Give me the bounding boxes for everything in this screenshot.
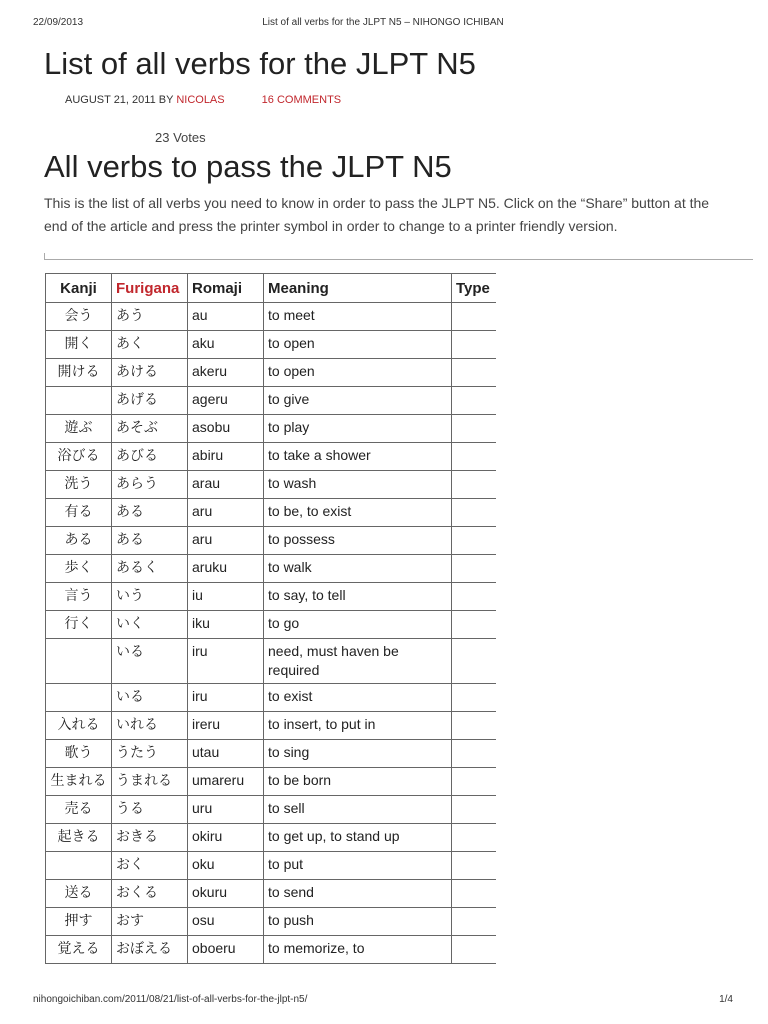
cell-romaji: aru xyxy=(188,527,264,555)
cell-kanji xyxy=(46,852,112,880)
cell-meaning: to send xyxy=(264,880,452,908)
cell-kanji xyxy=(46,684,112,712)
cell-kanji: 浴びる xyxy=(46,443,112,471)
cell-romaji: aru xyxy=(188,499,264,527)
table-row xyxy=(46,527,497,555)
cell-kanji: ある xyxy=(46,527,112,555)
table-row xyxy=(46,852,497,880)
cell-type xyxy=(452,684,497,712)
cell-meaning: to be born xyxy=(264,768,452,796)
cell-furigana: いる xyxy=(112,639,188,684)
cell-romaji: ageru xyxy=(188,387,264,415)
cell-furigana: おくる xyxy=(112,880,188,908)
cell-kanji: 歌う xyxy=(46,740,112,768)
cell-kanji: 覚える xyxy=(46,936,112,964)
cell-romaji: umareru xyxy=(188,768,264,796)
cell-kanji: 開く xyxy=(46,331,112,359)
table-row xyxy=(46,740,497,768)
table-row xyxy=(46,415,497,443)
cell-type xyxy=(452,852,497,880)
cell-romaji: iu xyxy=(188,583,264,611)
cell-kanji: 送る xyxy=(46,880,112,908)
cell-furigana: あびる xyxy=(112,443,188,471)
cell-furigana: おぼえる xyxy=(112,936,188,964)
cell-type xyxy=(452,415,497,443)
cell-romaji: abiru xyxy=(188,443,264,471)
cell-romaji: utau xyxy=(188,740,264,768)
cell-kanji: 会う xyxy=(46,303,112,331)
cell-type xyxy=(452,555,497,583)
cell-meaning: to give xyxy=(264,387,452,415)
post-by: BY xyxy=(158,94,174,106)
cell-romaji: iru xyxy=(188,639,264,684)
cell-type xyxy=(452,443,497,471)
cell-type xyxy=(452,908,497,936)
cell-romaji: oku xyxy=(188,852,264,880)
cell-type xyxy=(452,499,497,527)
cell-type xyxy=(452,936,497,964)
table-header-row xyxy=(46,274,497,303)
cell-meaning: to sing xyxy=(264,740,452,768)
comments-link[interactable]: 16 COMMENTS xyxy=(261,94,342,106)
cell-meaning: to wash xyxy=(264,471,452,499)
cell-kanji: 行く xyxy=(46,611,112,639)
print-document-title: List of all verbs for the JLPT N5 – NIHONGO ICHIBAN xyxy=(262,17,504,28)
cell-type xyxy=(452,639,497,684)
cell-furigana: あく xyxy=(112,331,188,359)
cell-meaning: need, must haven be required xyxy=(264,639,452,684)
cell-furigana: いれる xyxy=(112,712,188,740)
cell-kanji: 入れる xyxy=(46,712,112,740)
table-row xyxy=(46,611,497,639)
table-row xyxy=(46,908,497,936)
cell-furigana: おす xyxy=(112,908,188,936)
cell-romaji: osu xyxy=(188,908,264,936)
cell-furigana: おきる xyxy=(112,824,188,852)
cell-meaning: to exist xyxy=(264,684,452,712)
cell-romaji: okuru xyxy=(188,880,264,908)
header-romaji: Romaji xyxy=(188,274,264,303)
table-row xyxy=(46,499,497,527)
cell-furigana: いう xyxy=(112,583,188,611)
table-row xyxy=(46,359,497,387)
cell-romaji: uru xyxy=(188,796,264,824)
table-row xyxy=(46,387,497,415)
table-row xyxy=(46,583,497,611)
post-title: List of all verbs for the JLPT N5 xyxy=(44,46,476,81)
table-row xyxy=(46,555,497,583)
cell-furigana: うたう xyxy=(112,740,188,768)
table-row xyxy=(46,824,497,852)
cell-romaji: iku xyxy=(188,611,264,639)
page-number: 1/4 xyxy=(719,994,733,1005)
cell-kanji: 遊ぶ xyxy=(46,415,112,443)
cell-meaning: to sell xyxy=(264,796,452,824)
author-link[interactable]: NICOLAS xyxy=(176,94,225,106)
section-title: All verbs to pass the JLPT N5 xyxy=(44,149,452,184)
table-row xyxy=(46,796,497,824)
cell-meaning: to get up, to stand up xyxy=(264,824,452,852)
print-date: 22/09/2013 xyxy=(33,17,84,28)
cell-meaning: to open xyxy=(264,359,452,387)
cell-romaji: aku xyxy=(188,331,264,359)
cell-furigana: うる xyxy=(112,796,188,824)
cell-kanji: 開ける xyxy=(46,359,112,387)
cell-furigana: あそぶ xyxy=(112,415,188,443)
table-row xyxy=(46,712,497,740)
cell-type xyxy=(452,331,497,359)
cell-meaning: to play xyxy=(264,415,452,443)
table-row xyxy=(46,684,497,712)
cell-meaning: to push xyxy=(264,908,452,936)
header-type: Type xyxy=(452,274,497,303)
cell-romaji: akeru xyxy=(188,359,264,387)
cell-furigana: ある xyxy=(112,499,188,527)
cell-kanji: 生まれる xyxy=(46,768,112,796)
cell-romaji: arau xyxy=(188,471,264,499)
cell-meaning: to insert, to put in xyxy=(264,712,452,740)
cell-meaning: to possess xyxy=(264,527,452,555)
cell-type xyxy=(452,740,497,768)
cell-type xyxy=(452,611,497,639)
cell-romaji: okiru xyxy=(188,824,264,852)
print-footer xyxy=(33,994,733,1008)
header-meaning: Meaning xyxy=(264,274,452,303)
cell-furigana: ある xyxy=(112,527,188,555)
cell-kanji xyxy=(46,639,112,684)
cell-meaning: to take a shower xyxy=(264,443,452,471)
cell-furigana: あう xyxy=(112,303,188,331)
verbs-table-wrapper xyxy=(45,273,496,988)
cell-furigana: あらう xyxy=(112,471,188,499)
cell-type xyxy=(452,768,497,796)
divider xyxy=(44,259,753,260)
post-meta xyxy=(65,93,341,107)
cell-type xyxy=(452,796,497,824)
table-row xyxy=(46,471,497,499)
cell-romaji: ireru xyxy=(188,712,264,740)
table-row xyxy=(46,768,497,796)
cell-romaji: oboeru xyxy=(188,936,264,964)
cell-kanji: 売る xyxy=(46,796,112,824)
cell-romaji: aruku xyxy=(188,555,264,583)
cell-kanji: 有る xyxy=(46,499,112,527)
cell-meaning: to open xyxy=(264,331,452,359)
cell-romaji: au xyxy=(188,303,264,331)
cell-kanji: 押す xyxy=(46,908,112,936)
table-row xyxy=(46,880,497,908)
cell-type xyxy=(452,583,497,611)
cell-type xyxy=(452,387,497,415)
cell-type xyxy=(452,880,497,908)
cell-kanji: 洗う xyxy=(46,471,112,499)
print-url: nihongoichiban.com/2011/08/21/list-of-all-verbs-for-the-jlpt-n5/ xyxy=(33,994,308,1005)
cell-type xyxy=(452,712,497,740)
cell-meaning: to memorize, to xyxy=(264,936,452,964)
votes-count: 23 Votes xyxy=(155,130,206,145)
cell-meaning: to be, to exist xyxy=(264,499,452,527)
header-furigana: Furigana xyxy=(112,274,188,303)
cell-kanji: 歩く xyxy=(46,555,112,583)
table-row xyxy=(46,331,497,359)
cell-type xyxy=(452,824,497,852)
cell-meaning: to put xyxy=(264,852,452,880)
cell-furigana: あげる xyxy=(112,387,188,415)
table-row xyxy=(46,303,497,331)
cell-romaji: asobu xyxy=(188,415,264,443)
verbs-table xyxy=(45,273,496,964)
cell-type xyxy=(452,359,497,387)
cell-type xyxy=(452,471,497,499)
cell-furigana: いる xyxy=(112,684,188,712)
cell-furigana: あるく xyxy=(112,555,188,583)
cell-meaning: to go xyxy=(264,611,452,639)
print-header xyxy=(33,17,733,31)
cell-furigana: あける xyxy=(112,359,188,387)
intro-paragraph: This is the list of all verbs you need to know in order to pass the JLPT N5. Click on the “Share” button at the end of the article and press the printer symbol in order to change to a printer friendly version. xyxy=(44,195,710,234)
header-kanji: Kanji xyxy=(46,274,112,303)
cell-kanji: 起きる xyxy=(46,824,112,852)
table-body xyxy=(46,303,497,964)
cell-meaning: to say, to tell xyxy=(264,583,452,611)
table-row xyxy=(46,639,497,684)
cell-type xyxy=(452,303,497,331)
cell-furigana: おく xyxy=(112,852,188,880)
cell-romaji: iru xyxy=(188,684,264,712)
cell-furigana: いく xyxy=(112,611,188,639)
post-date: AUGUST 21, 2011 xyxy=(65,94,156,106)
cell-kanji xyxy=(46,387,112,415)
cell-meaning: to walk xyxy=(264,555,452,583)
table-row xyxy=(46,936,497,964)
cell-meaning: to meet xyxy=(264,303,452,331)
table-row xyxy=(46,443,497,471)
cell-kanji: 言う xyxy=(46,583,112,611)
cell-furigana: うまれる xyxy=(112,768,188,796)
cell-type xyxy=(452,527,497,555)
